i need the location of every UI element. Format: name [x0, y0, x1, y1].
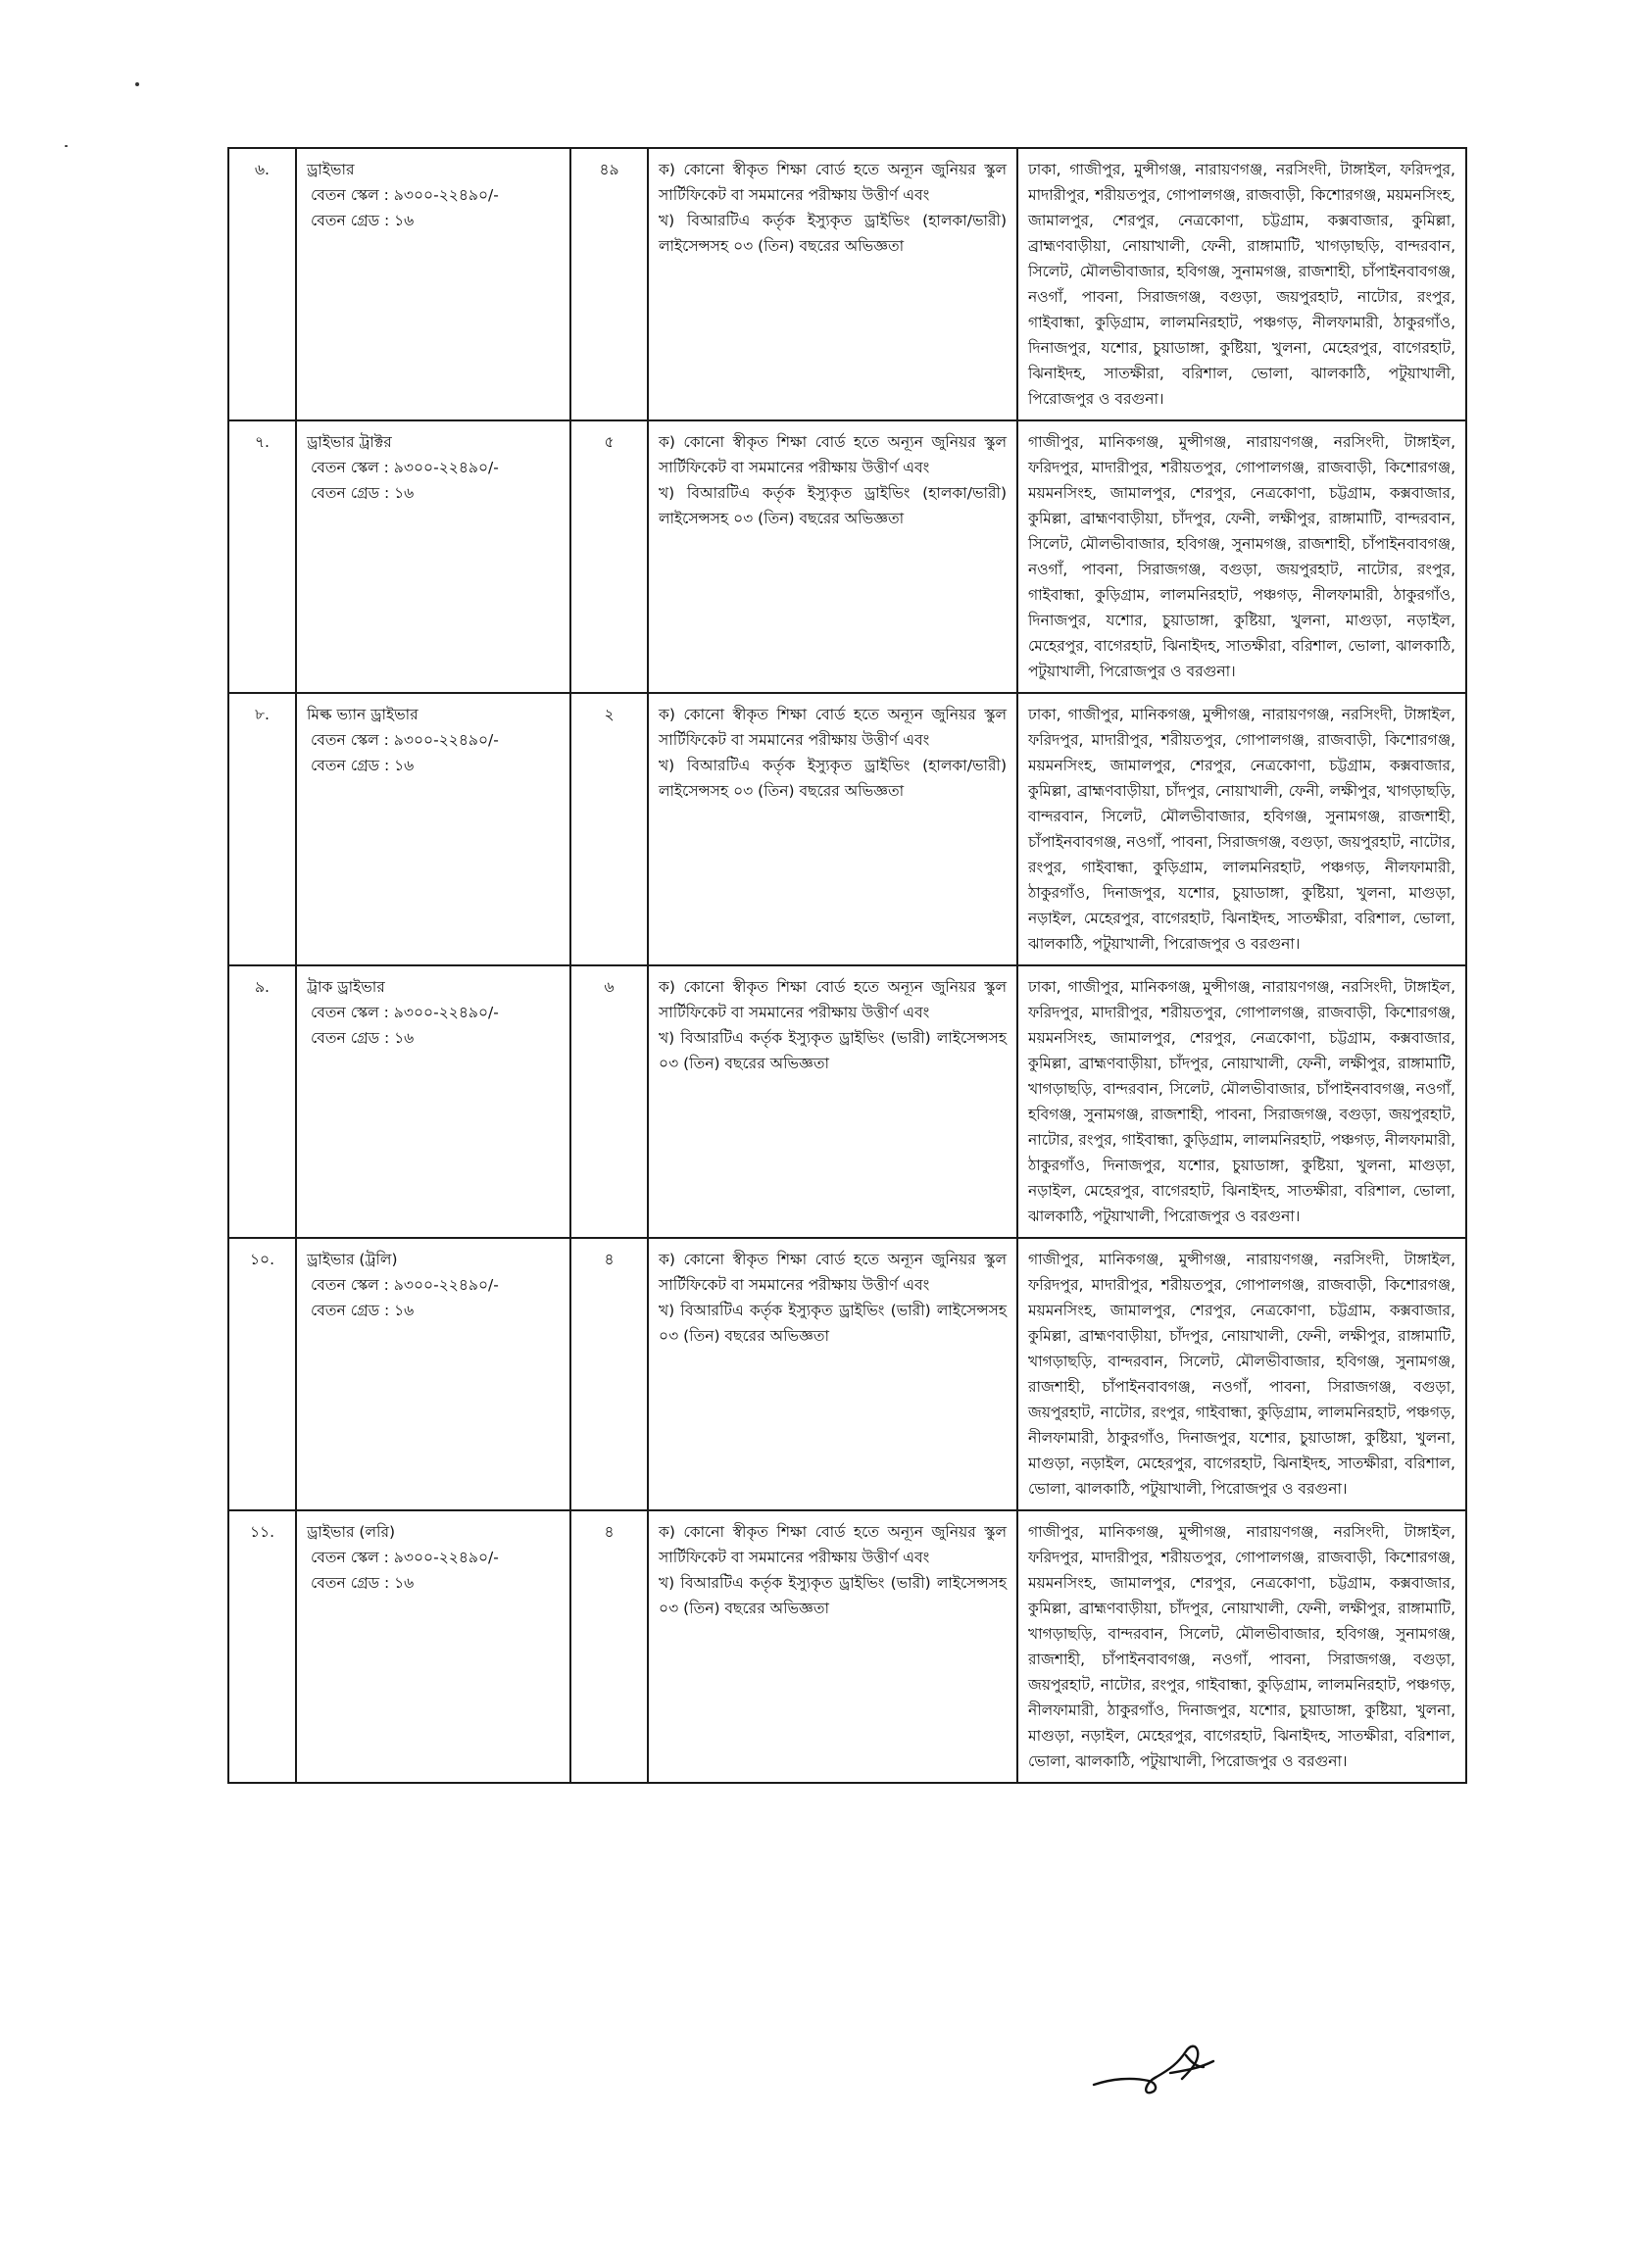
- post-name: ড্রাইভার (লরি): [307, 1523, 396, 1541]
- serial-cell: ৭.: [228, 420, 296, 693]
- post-name: ট্রাক ড্রাইভার: [307, 978, 385, 996]
- qualification-cell: [648, 1238, 1017, 1510]
- serial-cell: ৬.: [228, 148, 296, 420]
- district-list-cell: ঢাকা, গাজীপুর, মানিকগঞ্জ, মুন্সীগঞ্জ, নারায়ণগঞ্জ, নরসিংদী, টাঙ্গাইল, ফরিদপুর, মাদারীপুর, শরীয়তপুর, গোপালগঞ্জ, রাজবাড়ী, কিশোরগঞ্জ, ময়মনসিংহ, জামালপুর, শেরপুর, নেত্রকোণা, চট্টগ্রাম, কক্সবাজার, কুমিল্লা, ব্রাহ্মণবাড়ীয়া, চাঁদপুর, নোয়াখালী, ফেনী, লক্ষীপুর, রাঙ্গামাটি, খাগড়াছড়ি, বান্দরবান, সিলেট, মৌলভীবাজার, চাঁপাইনবাবগঞ্জ, নওগাঁ, হবিগঞ্জ, সুনামগঞ্জ, রাজশাহী, পাবনা, সিরাজগঞ্জ, বগুড়া, জয়পুরহাট, নাটোর, রংপুর, গাইবান্ধা, কুড়িগ্রাম, লালমনিরহাট, পঞ্চগড়, নীলফামারী, ঠাকুরগাঁও, দিনাজপুর, যশোর, চুয়াডাঙ্গা, কুষ্টিয়া, খুলনা, মাগুড়া, নড়াইল, মেহেরপুর, বাগেরহাট, ঝিনাইদহ, সাতক্ষীরা, বরিশাল, ভোলা, ঝালকাঠি, পটুয়াখালী, পিরোজপুর ও বরগুনা।: [1017, 965, 1466, 1238]
- qualification-a: ক) কোনো স্বীকৃত শিক্ষা বোর্ড হতে অন্যূন জুনিয়র স্কুল সার্টিফিকেট বা সমমানের পরীক্ষায় উত্তীর্ণ এবং: [659, 978, 1007, 1021]
- post-name: ড্রাইভার: [307, 161, 355, 178]
- post-count-cell: ৪: [570, 1510, 648, 1783]
- qualification-b: খ) বিআরটিএ কর্তৃক ইস্যুকৃত ড্রাইভিং (হালকা/ভারী) লাইসেন্সসহ ০৩ (তিন) বছরের অভিজ্ঞতা: [659, 757, 1007, 800]
- qualification-cell: [648, 1510, 1017, 1783]
- district-list-cell: গাজীপুর, মানিকগঞ্জ, মুন্সীগঞ্জ, নারায়ণগঞ্জ, নরসিংদী, টাঙ্গাইল, ফরিদপুর, মাদারীপুর, শরীয়তপুর, গোপালগঞ্জ, রাজবাড়ী, কিশোরগঞ্জ, ময়মনসিংহ, জামালপুর, শেরপুর, নেত্রকোণা, চট্টগ্রাম, কক্সবাজার, কুমিল্লা, ব্রাহ্মণবাড়ীয়া, চাঁদপুর, নোয়াখালী, ফেনী, লক্ষীপুর, রাঙ্গামাটি, খাগড়াছড়ি, বান্দরবান, সিলেট, মৌলভীবাজার, হবিগঞ্জ, সুনামগঞ্জ, রাজশাহী, চাঁপাইনবাবগঞ্জ, নওগাঁ, পাবনা, সিরাজগঞ্জ, বগুড়া, জয়পুরহাট, নাটোর, রংপুর, গাইবান্ধা, কুড়িগ্রাম, লালমনিরহাট, পঞ্চগড়, নীলফামারী, ঠাকুরগাঁও, দিনাজপুর, যশোর, চুয়াডাঙ্গা, কুষ্টিয়া, খুলনা, মাগুড়া, নড়াইল, মেহেরপুর, বাগেরহাট, ঝিনাইদহ, সাতক্ষীরা, বরিশাল, ভোলা, ঝালকাঠি, পটুয়াখালী, পিরোজপুর ও বরগুনা।: [1017, 1510, 1466, 1783]
- pay-scale: বেতন স্কেল : ৯৩০০-২২৪৯০/-: [311, 459, 499, 476]
- scan-speck: [135, 82, 139, 86]
- table-row: [228, 1510, 1466, 1783]
- post-name: ড্রাইভার ট্রাক্টর: [307, 433, 392, 451]
- serial-cell: ১১.: [228, 1510, 296, 1783]
- pay-scale: বেতন স্কেল : ৯৩০০-২২৪৯০/-: [311, 1549, 499, 1566]
- post-cell: [296, 420, 570, 693]
- qualification-cell: [648, 693, 1017, 965]
- qualification-a: ক) কোনো স্বীকৃত শিক্ষা বোর্ড হতে অন্যূন জুনিয়র স্কুল সার্টিফিকেট বা সমমানের পরীক্ষায় উত্তীর্ণ এবং: [659, 1251, 1007, 1294]
- qualification-cell: [648, 965, 1017, 1238]
- district-list-cell: ঢাকা, গাজীপুর, মুন্সীগঞ্জ, নারায়ণগঞ্জ, নরসিংদী, টাঙ্গাইল, ফরিদপুর, মাদারীপুর, শরীয়তপুর, গোপালগঞ্জ, রাজবাড়ী, কিশোরগঞ্জ, ময়মনসিংহ, জামালপুর, শেরপুর, নেত্রকোণা, চট্টগ্রাম, কক্সবাজার, কুমিল্লা, ব্রাহ্মণবাড়ীয়া, নোয়াখালী, ফেনী, রাঙ্গামাটি, খাগড়াছড়ি, বান্দরবান, সিলেট, মৌলভীবাজার, হবিগঞ্জ, সুনামগঞ্জ, রাজশাহী, চাঁপাইনবাবগঞ্জ, নওগাঁ, পাবনা, সিরাজগঞ্জ, বগুড়া, জয়পুরহাট, নাটোর, রংপুর, গাইবান্ধা, কুড়িগ্রাম, লালমনিরহাট, পঞ্চগড়, নীলফামারী, ঠাকুরগাঁও, দিনাজপুর, যশোর, চুয়াডাঙ্গা, কুষ্টিয়া, খুলনা, মেহেরপুর, বাগেরহাট, ঝিনাইদহ, সাতক্ষীরা, বরিশাল, ভোলা, ঝালকাঠি, পটুয়াখালী, পিরোজপুর ও বরগুনা।: [1017, 148, 1466, 420]
- qualification-a: ক) কোনো স্বীকৃত শিক্ষা বোর্ড হতে অন্যূন জুনিয়র স্কুল সার্টিফিকেট বা সমমানের পরীক্ষায় উত্তীর্ণ এবং: [659, 161, 1007, 204]
- post-cell: [296, 965, 570, 1238]
- post-name: ড্রাইভার (ট্রলি): [307, 1251, 398, 1268]
- district-list-cell: গাজীপুর, মানিকগঞ্জ, মুন্সীগঞ্জ, নারায়ণগঞ্জ, নরসিংদী, টাঙ্গাইল, ফরিদপুর, মাদারীপুর, শরীয়তপুর, গোপালগঞ্জ, রাজবাড়ী, কিশোরগঞ্জ, ময়মনসিংহ, জামালপুর, শেরপুর, নেত্রকোণা, চট্টগ্রাম, কক্সবাজার, কুমিল্লা, ব্রাহ্মণবাড়ীয়া, চাঁদপুর, ফেনী, লক্ষীপুর, রাঙ্গামাটি, বান্দরবান, সিলেট, মৌলভীবাজার, হবিগঞ্জ, সুনামগঞ্জ, রাজশাহী, চাঁপাইনবাবগঞ্জ, নওগাঁ, পাবনা, সিরাজগঞ্জ, বগুড়া, জয়পুরহাট, নাটোর, রংপুর, গাইবান্ধা, কুড়িগ্রাম, লালমনিরহাট, পঞ্চগড়, নীলফামারী, ঠাকুরগাঁও, দিনাজপুর, যশোর, চুয়াডাঙ্গা, কুষ্টিয়া, খুলনা, মাগুড়া, নড়াইল, মেহেরপুর, বাগেরহাট, ঝিনাইদহ, সাতক্ষীরা, বরিশাল, ভোলা, ঝালকাঠি, পটুয়াখালী, পিরোজপুর ও বরগুনা।: [1017, 420, 1466, 693]
- pay-grade: বেতন গ্রেড : ১৬: [311, 484, 415, 502]
- post-count-cell: ৪৯: [570, 148, 648, 420]
- pay-grade: বেতন গ্রেড : ১৬: [311, 1302, 415, 1319]
- qualification-a: ক) কোনো স্বীকৃত শিক্ষা বোর্ড হতে অন্যূন জুনিয়র স্কুল সার্টিফিকেট বা সমমানের পরীক্ষায় উত্তীর্ণ এবং: [659, 706, 1007, 749]
- pay-scale: বেতন স্কেল : ৯৩০০-২২৪৯০/-: [311, 731, 499, 749]
- district-list-cell: ঢাকা, গাজীপুর, মানিকগঞ্জ, মুন্সীগঞ্জ, নারায়ণগঞ্জ, নরসিংদী, টাঙ্গাইল, ফরিদপুর, মাদারীপুর, শরীয়তপুর, গোপালগঞ্জ, রাজবাড়ী, কিশোরগঞ্জ, ময়মনসিংহ, জামালপুর, শেরপুর, নেত্রকোণা, চট্টগ্রাম, কক্সবাজার, কুমিল্লা, ব্রাহ্মণবাড়ীয়া, চাঁদপুর, নোয়াখালী, ফেনী, লক্ষীপুর, খাগড়াছড়ি, বান্দরবান, সিলেট, মৌলভীবাজার, হবিগঞ্জ, সুনামগঞ্জ, রাজশাহী, চাঁপাইনবাবগঞ্জ, নওগাঁ, পাবনা, সিরাজগঞ্জ, বগুড়া, জয়পুরহাট, নাটোর, রংপুর, গাইবান্ধা, কুড়িগ্রাম, লালমনিরহাট, পঞ্চগড়, নীলফামারী, ঠাকুরগাঁও, দিনাজপুর, যশোর, চুয়াডাঙ্গা, কুষ্টিয়া, খুলনা, মাগুড়া, নড়াইল, মেহেরপুর, বাগেরহাট, ঝিনাইদহ, সাতক্ষীরা, বরিশাল, ভোলা, ঝালকাঠি, পটুয়াখালী, পিরোজপুর ও বরগুনা।: [1017, 693, 1466, 965]
- district-list-cell: গাজীপুর, মানিকগঞ্জ, মুন্সীগঞ্জ, নারায়ণগঞ্জ, নরসিংদী, টাঙ্গাইল, ফরিদপুর, মাদারীপুর, শরীয়তপুর, গোপালগঞ্জ, রাজবাড়ী, কিশোরগঞ্জ, ময়মনসিংহ, জামালপুর, শেরপুর, নেত্রকোণা, চট্টগ্রাম, কক্সবাজার, কুমিল্লা, ব্রাহ্মণবাড়ীয়া, চাঁদপুর, নোয়াখালী, ফেনী, লক্ষীপুর, রাঙ্গামাটি, খাগড়াছড়ি, বান্দরবান, সিলেট, মৌলভীবাজার, হবিগঞ্জ, সুনামগঞ্জ, রাজশাহী, চাঁপাইনবাবগঞ্জ, নওগাঁ, পাবনা, সিরাজগঞ্জ, বগুড়া, জয়পুরহাট, নাটোর, রংপুর, গাইবান্ধা, কুড়িগ্রাম, লালমনিরহাট, পঞ্চগড়, নীলফামারী, ঠাকুরগাঁও, দিনাজপুর, যশোর, চুয়াডাঙ্গা, কুষ্টিয়া, খুলনা, মাগুড়া, নড়াইল, মেহেরপুর, বাগেরহাট, ঝিনাইদহ, সাতক্ষীরা, বরিশাল, ভোলা, ঝালকাঠি, পটুয়াখালী, পিরোজপুর ও বরগুনা।: [1017, 1238, 1466, 1510]
- table-row: [228, 1238, 1466, 1510]
- scan-speck: [65, 145, 68, 147]
- qualification-b: খ) বিআরটিএ কর্তৃক ইস্যুকৃত ড্রাইভিং (ভারী) লাইসেন্সসহ ০৩ (তিন) বছরের অভিজ্ঞতা: [659, 1029, 1007, 1072]
- signature-mark: [1088, 2034, 1235, 2112]
- qualification-a: ক) কোনো স্বীকৃত শিক্ষা বোর্ড হতে অন্যূন জুনিয়র স্কুল সার্টিফিকেট বা সমমানের পরীক্ষায় উত্তীর্ণ এবং: [659, 1523, 1007, 1566]
- post-count-cell: ২: [570, 693, 648, 965]
- post-cell: [296, 693, 570, 965]
- qualification-cell: [648, 420, 1017, 693]
- post-name: মিল্ক ভ্যান ড্রাইভার: [307, 706, 419, 723]
- pay-scale: বেতন স্কেল : ৯৩০০-২২৪৯০/-: [311, 1276, 499, 1294]
- job-table: [227, 147, 1467, 1784]
- pay-grade: বেতন গ্রেড : ১৬: [311, 1574, 415, 1592]
- post-count-cell: ৫: [570, 420, 648, 693]
- pay-grade: বেতন গ্রেড : ১৬: [311, 757, 415, 774]
- serial-cell: ১০.: [228, 1238, 296, 1510]
- qualification-b: খ) বিআরটিএ কর্তৃক ইস্যুকৃত ড্রাইভিং (ভারী) লাইসেন্সসহ ০৩ (তিন) বছরের অভিজ্ঞতা: [659, 1574, 1007, 1617]
- job-table-body: [228, 148, 1466, 1783]
- serial-cell: ৮.: [228, 693, 296, 965]
- pay-scale: বেতন স্কেল : ৯৩০০-২২৪৯০/-: [311, 186, 499, 204]
- qualification-cell: [648, 148, 1017, 420]
- post-cell: [296, 148, 570, 420]
- qualification-b: খ) বিআরটিএ কর্তৃক ইস্যুকৃত ড্রাইভিং (হালকা/ভারী) লাইসেন্সসহ ০৩ (তিন) বছরের অভিজ্ঞতা: [659, 484, 1007, 527]
- serial-cell: ৯.: [228, 965, 296, 1238]
- post-count-cell: ৪: [570, 1238, 648, 1510]
- qualification-b: খ) বিআরটিএ কর্তৃক ইস্যুকৃত ড্রাইভিং (হালকা/ভারী) লাইসেন্সসহ ০৩ (তিন) বছরের অভিজ্ঞতা: [659, 212, 1007, 255]
- pay-grade: বেতন গ্রেড : ১৬: [311, 212, 415, 229]
- post-cell: [296, 1510, 570, 1783]
- qualification-a: ক) কোনো স্বীকৃত শিক্ষা বোর্ড হতে অন্যূন জুনিয়র স্কুল সার্টিফিকেট বা সমমানের পরীক্ষায় উত্তীর্ণ এবং: [659, 433, 1007, 476]
- table-row: [228, 965, 1466, 1238]
- table-row: [228, 420, 1466, 693]
- post-cell: [296, 1238, 570, 1510]
- table-row: [228, 693, 1466, 965]
- post-count-cell: ৬: [570, 965, 648, 1238]
- qualification-b: খ) বিআরটিএ কর্তৃক ইস্যুকৃত ড্রাইভিং (ভারী) লাইসেন্সসহ ০৩ (তিন) বছরের অভিজ্ঞতা: [659, 1302, 1007, 1345]
- table-row: [228, 148, 1466, 420]
- pay-scale: বেতন স্কেল : ৯৩০০-২২৪৯০/-: [311, 1004, 499, 1021]
- pay-grade: বেতন গ্রেড : ১৬: [311, 1029, 415, 1047]
